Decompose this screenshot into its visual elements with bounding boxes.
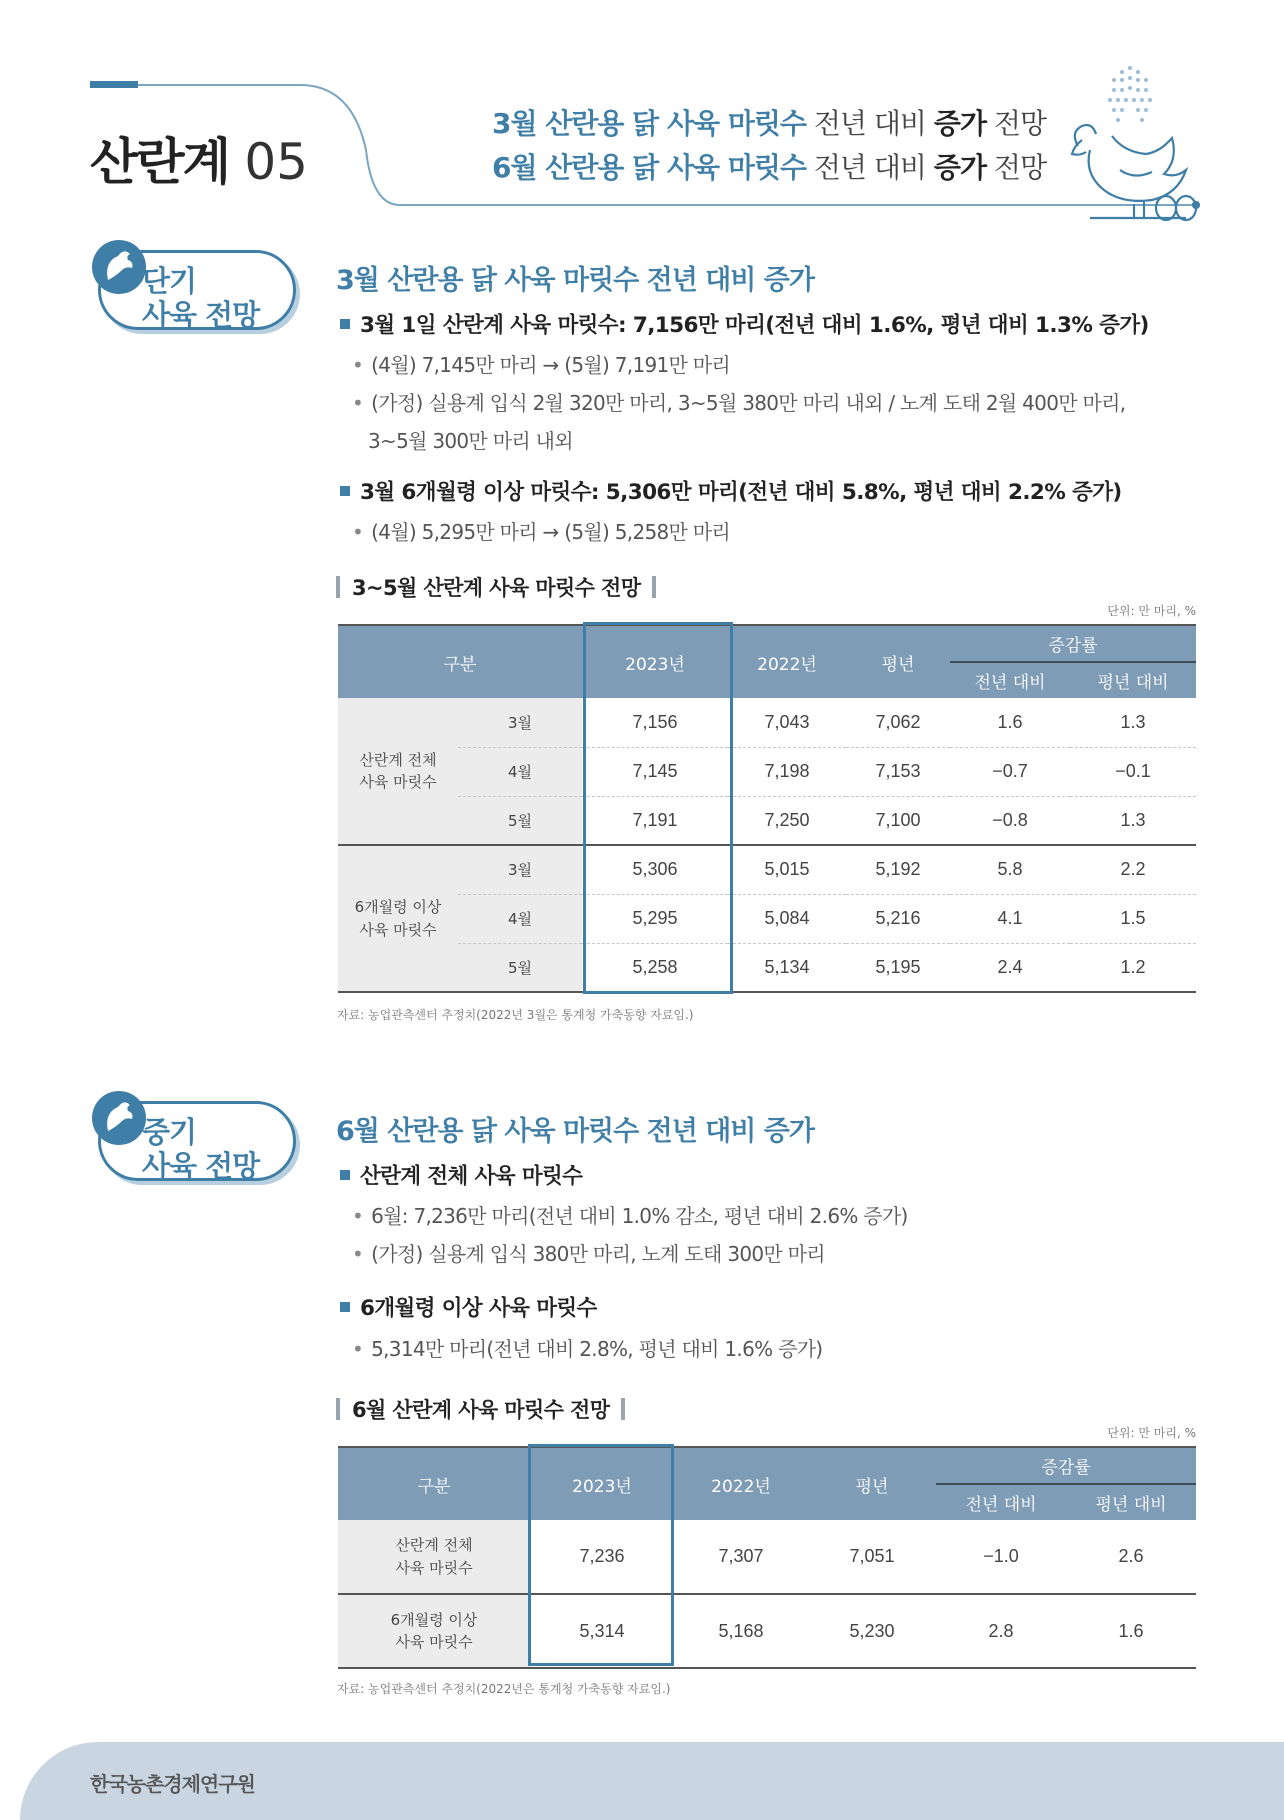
table-row [338,698,1196,747]
value-average: 5,192 [846,845,950,894]
group-label-line-2: 사육 마릿수 [359,920,437,939]
value-2022: 5,084 [728,894,846,943]
value-average: 7,153 [846,747,950,796]
value-vs-average: 1.6 [1066,1594,1196,1668]
value-yoy: 4.1 [950,894,1070,943]
value-2023: 7,145 [582,747,728,796]
table-row [338,1594,1196,1668]
table-row [338,1520,1196,1594]
chicken-head-icon [98,246,140,288]
short-term-sub-3: • (4월) 5,295만 마리 → (5월) 5,258만 마리 [352,516,730,545]
value-2023: 5,314 [530,1594,674,1668]
value-yoy: 5.8 [950,845,1070,894]
badge-circle [92,1091,146,1145]
value-2022: 5,015 [728,845,846,894]
table-row [338,845,1196,894]
group-label-line-1: 6개월령 이상 [354,898,442,916]
header-gubun: 구분 [338,626,582,698]
headline-2 [492,146,1046,186]
value-2023: 7,156 [582,698,728,747]
page-title-number: 05 [244,133,308,191]
headline-2-suffix: 전망 [986,151,1046,184]
title-bar-right [621,1398,625,1420]
header-2023: 2023년 [530,1448,674,1520]
value-vs-average: 1.3 [1070,796,1196,845]
value-average: 7,062 [846,698,950,747]
value-2022: 5,168 [674,1594,808,1668]
headline-1-suffix: 전망 [986,107,1046,140]
footer-band [20,1742,1284,1820]
short-term-sub-2-cont: 3~5월 300만 마리 내외 [368,429,573,453]
table-title-text: 3~5월 산란계 사육 마릿수 전망 [352,576,641,600]
short-term-bullet-1: 3월 1일 산란계 사육 마릿수: 7,156만 마리(전년 대비 1.6%, 평년 대비 1.3% 증가) [340,308,1149,339]
value-vs-average: 1.3 [1070,698,1196,747]
table-row [338,894,1196,943]
short-term-sub-1: • (4월) 7,145만 마리 → (5월) 7,191만 마리 [352,349,730,378]
mid-term-bullet-2: 6개월령 이상 사육 마릿수 [340,1291,597,1322]
badge-line-2: 사육 전망 [142,298,260,332]
mid-term-table-title [336,1394,625,1424]
title-bar-left [336,576,340,598]
value-vs-average: −0.1 [1070,747,1196,796]
value-2022: 7,307 [674,1520,808,1594]
short-term-table-title [336,572,656,602]
table-row [338,747,1196,796]
value-yoy: −1.0 [936,1520,1066,1594]
header-average: 평년 [846,626,950,698]
group-label [338,845,458,992]
headline-1-subject: 3월 산란용 닭 사육 마릿수 [492,107,806,140]
value-yoy: −0.8 [950,796,1070,845]
value-average: 5,195 [846,943,950,992]
month-cell: 3월 [458,698,582,747]
short-term-bullet-2: 3월 6개월령 이상 마릿수: 5,306만 마리(전년 대비 5.8%, 평년 대비 2.2% 증가) [340,475,1122,506]
month-cell: 4월 [458,894,582,943]
value-vs-average: 1.5 [1070,894,1196,943]
value-yoy: 2.8 [936,1594,1066,1668]
value-average: 7,100 [846,796,950,845]
row-label [338,1594,530,1668]
row-label-line-2: 사육 마릿수 [395,1633,473,1651]
value-2022: 7,043 [728,698,846,747]
badge-circle [92,240,146,294]
badge-line-1: 중기 [142,1115,197,1149]
row-label-line-1: 산란계 전체 [395,1536,473,1554]
value-average: 5,230 [808,1594,936,1668]
mid-term-unit: 단위: 만 마리, % [1107,1426,1196,1440]
value-average: 7,051 [808,1520,936,1594]
row-label-line-1: 6개월령 이상 [390,1610,478,1629]
table-row [338,796,1196,845]
page-title [90,122,308,194]
headline-2-subject: 6월 산란용 닭 사육 마릿수 [492,151,806,184]
short-term-unit: 단위: 만 마리, % [1107,604,1196,618]
short-term-badge [92,240,298,332]
footer-org-name: 한국농촌경제연구원 [90,1772,255,1796]
short-term-note: 자료: 농업관측센터 추정치(2022년 3월은 통계청 가축동향 자료임.) [337,1008,694,1022]
headline-2-direction: 증가 [933,151,986,184]
header-2022: 2022년 [728,626,846,698]
value-vs-average: 1.2 [1070,943,1196,992]
mid-term-badge [92,1091,298,1183]
header-change-rate: 증감률 [950,626,1196,662]
month-cell: 4월 [458,747,582,796]
value-vs-average: 2.6 [1066,1520,1196,1594]
page-title-main: 산란계 [90,133,229,191]
title-bar-right [652,576,656,598]
headline-1 [492,102,1046,142]
headline-1-direction: 증가 [933,107,986,140]
title-bar-left [336,1398,340,1420]
month-cell: 5월 [458,943,582,992]
group-label-line-2: 사육 마릿수 [359,773,437,791]
mid-term-sub-1: • 6월: 7,236만 마리(전년 대비 1.0% 감소, 평년 대비 2.6% 증가) [352,1200,908,1229]
chicken-head-icon [98,1097,140,1139]
mid-term-sub-2: • (가정) 실용계 입식 380만 마리, 노계 도태 300만 마리 [352,1238,825,1267]
month-cell: 3월 [458,845,582,894]
row-label-line-2: 사육 마릿수 [395,1558,473,1577]
badge-line-1: 단기 [142,264,197,298]
table-title-text: 6월 산란계 사육 마릿수 전망 [352,1398,610,1422]
short-term-sub-2: • (가정) 실용계 입식 2월 320만 마리, 3~5월 380만 마리 내외 / 노계 도태 2월 400만 마리, [352,387,1125,416]
value-2023: 5,306 [582,845,728,894]
header-vs-average: 평년 대비 [1070,662,1196,698]
header-average: 평년 [808,1448,936,1520]
month-cell: 5월 [458,796,582,845]
dot-pattern-icon [1108,66,1152,122]
row-label [338,1520,530,1594]
header-yoy: 전년 대비 [950,662,1070,698]
value-2022: 7,250 [728,796,846,845]
header-vs-average: 평년 대비 [1066,1484,1196,1520]
value-2022: 5,134 [728,943,846,992]
value-vs-average: 2.2 [1070,845,1196,894]
group-label-line-1: 산란계 전체 [359,750,437,769]
short-term-title: 3월 산란용 닭 사육 마릿수 전년 대비 증가 [336,265,814,296]
badge-line-2: 사육 전망 [142,1149,260,1183]
short-term-table [338,626,1196,993]
value-2023: 7,191 [582,796,728,845]
mid-term-sub-3: • 5,314만 마리(전년 대비 2.8%, 평년 대비 1.6% 증가) [352,1333,822,1362]
headline-1-compare: 전년 대비 [805,107,934,140]
mid-term-title: 6월 산란용 닭 사육 마릿수 전년 대비 증가 [336,1116,814,1147]
value-yoy: −0.7 [950,747,1070,796]
value-2022: 7,198 [728,747,846,796]
mid-term-bullet-1: 산란계 전체 사육 마릿수 [340,1159,582,1190]
group-label [338,698,458,845]
value-yoy: 1.6 [950,698,1070,747]
header-gubun: 구분 [338,1448,530,1520]
header-2022: 2022년 [674,1448,808,1520]
header-2023: 2023년 [582,626,728,698]
table-row [338,943,1196,992]
headline-2-compare: 전년 대비 [805,151,934,184]
value-2023: 5,295 [582,894,728,943]
mid-term-note: 자료: 농업관측센터 추정치(2022년은 통계청 가축동향 자료임.) [337,1682,671,1696]
value-yoy: 2.4 [950,943,1070,992]
value-2023: 5,258 [582,943,728,992]
mid-term-table [338,1448,1196,1669]
value-average: 5,216 [846,894,950,943]
header-change-rate: 증감률 [936,1448,1196,1484]
header-yoy: 전년 대비 [936,1484,1066,1520]
value-2023: 7,236 [530,1520,674,1594]
